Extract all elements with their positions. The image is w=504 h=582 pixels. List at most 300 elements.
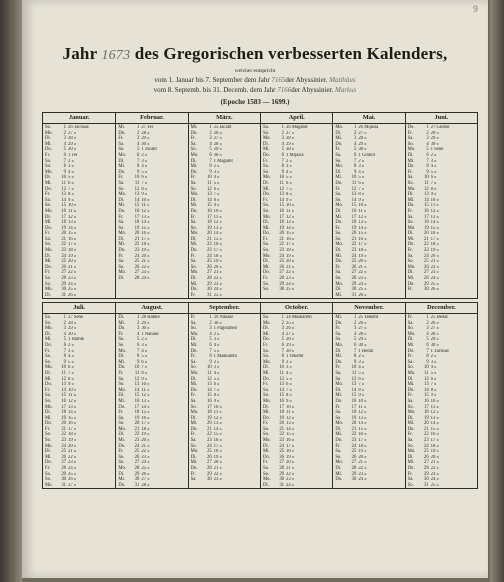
day-number: 25 [279, 259, 284, 265]
weekday: Fr. [190, 393, 196, 399]
day-number: 7 [281, 348, 284, 354]
abyssinian-date: 12 » [286, 214, 295, 220]
weekday: Di. [407, 376, 414, 382]
weekday: Sa. [263, 426, 269, 432]
day-number: 6 [281, 152, 284, 158]
day-number: 27 [423, 270, 429, 276]
abyssinian-date: 21 » [213, 466, 222, 472]
weekday: Fr. [118, 214, 124, 220]
abyssinian-date: 27 » [213, 136, 222, 142]
weekday: So. [118, 342, 125, 348]
day-number: 30 [61, 287, 66, 293]
weekday: Di. [263, 141, 269, 147]
abyssinian-date: 7 » [358, 186, 365, 192]
abyssinian-date: 18 » [430, 242, 439, 248]
weekday: Do. [45, 342, 52, 348]
abyssinian-date: 20 » [286, 259, 295, 265]
abyssinian-date: 19 » [68, 253, 77, 259]
abyssinian-date: 30 » [68, 331, 77, 337]
weekday: Sa. [190, 477, 197, 483]
weekday: So. [263, 393, 270, 399]
weekday: Fr. [263, 382, 269, 388]
weekday: Do. [335, 438, 343, 444]
day-number: 6 [63, 342, 66, 348]
abyssinian-date: 30 » [68, 147, 77, 153]
weekday: So. [118, 264, 125, 270]
day-number: 20 [351, 231, 357, 237]
abyssinian-date: 7 » [213, 387, 220, 393]
weekday: Sa. [407, 253, 414, 259]
weekday: Fr. [190, 214, 196, 220]
weekday: Sa. [118, 180, 125, 186]
day-number: 1 [426, 125, 429, 130]
day-number: 7 [353, 348, 357, 354]
weekday: Do. [407, 348, 415, 354]
month-column [43, 303, 115, 488]
day-row [189, 293, 260, 299]
abyssinian-date: 12 » [286, 415, 295, 421]
abyssinian-date: 2 » [213, 331, 220, 337]
weekday: Do. [45, 382, 52, 388]
weekday: Do. [335, 398, 343, 404]
month-header: November. [333, 303, 404, 314]
day-number: 28 [206, 276, 212, 282]
weekday: Mo. [263, 438, 271, 444]
abyssinian-date: 7 » [358, 382, 365, 388]
abyssinian-date: 8 » [286, 192, 292, 198]
weekday: Mo. [190, 331, 199, 337]
weekday: Do. [407, 426, 415, 432]
weekday: Di. [45, 253, 51, 259]
weekday: Sa. [335, 449, 342, 455]
day-number: 22 [351, 242, 357, 248]
day-number: 6 [63, 152, 66, 158]
sub2-handwritten-year: 7165 [271, 76, 286, 84]
day-number: 31 [206, 292, 212, 298]
day-number: 12 [134, 186, 140, 192]
weekday: So. [263, 471, 270, 477]
weekday: Di. [190, 454, 197, 460]
weekday: Di. [190, 376, 197, 382]
abyssinian-date: 5 » [430, 169, 437, 175]
weekday: Sa. [118, 337, 125, 343]
month-header: April. [261, 113, 332, 124]
day-number: 29 [134, 471, 140, 477]
abyssinian-date: 2 » [358, 158, 365, 164]
weekday: Di. [263, 404, 269, 410]
day-number: 27 [134, 270, 140, 276]
weekday: Fr. [45, 270, 51, 276]
abyssinian-date: 9 » [430, 393, 437, 399]
day-row [333, 477, 404, 483]
day-number: 26 [206, 264, 212, 270]
month-column [260, 303, 332, 488]
day-number: 30 [206, 287, 212, 293]
weekday: Fr. [407, 393, 413, 399]
sub3-pre: vom 8. Septemb. bis 31. Decemb. dem Jahr [153, 86, 276, 94]
weekday: So. [263, 169, 270, 175]
abyssinian-date: 4 » [358, 365, 365, 371]
weekday: Di. [335, 208, 342, 214]
day-number: 3 [136, 326, 140, 332]
abyssinian-date: 7 » [68, 186, 74, 192]
day-number: 15 [351, 203, 357, 209]
day-number: 17 [134, 214, 140, 220]
abyssinian-date: 10 » [141, 382, 150, 388]
day-number: 6 [136, 342, 140, 348]
weekday: Mo. [118, 152, 127, 158]
day-number: 17 [206, 404, 212, 410]
weekday: Mi. [263, 264, 270, 270]
day-number: 13 [279, 382, 284, 388]
weekday: Di. [407, 454, 414, 460]
day-number: 1 [353, 125, 357, 130]
weekday: Sa. [190, 220, 197, 226]
abyssinian-date: 20 » [213, 460, 222, 466]
day-number: 8 [426, 164, 429, 170]
day-number: 11 [424, 180, 429, 186]
day-number: 3 [426, 326, 429, 332]
day-number: 10 [279, 365, 284, 371]
weekday: Do. [190, 248, 198, 254]
abyssinian-date: 2 » [286, 158, 292, 164]
weekday: Di. [263, 443, 269, 449]
day-number: 5 [136, 337, 140, 343]
abyssinian-date: 4 » [286, 169, 292, 175]
abyssinian-date: 9 » [430, 192, 437, 198]
weekday: Sa. [263, 164, 269, 170]
abyssinian-date: 10 » [141, 197, 150, 203]
day-number: 11 [279, 180, 284, 186]
abyssinian-date: 21 » [358, 460, 367, 466]
abyssinian-date: 5 » [213, 348, 220, 354]
abyssinian-date: 19 » [430, 449, 439, 455]
abyssinian-date: 20 » [358, 259, 367, 265]
weekday: Mi. [263, 147, 270, 153]
abyssinian-date: 26 » [213, 130, 222, 136]
abyssinian-date: 15 » [358, 231, 367, 237]
abyssinian-date: 3 » [213, 365, 220, 371]
abyssinian-date: 26 Magabit [286, 125, 308, 130]
day-number: 11 [207, 370, 212, 376]
abyssinian-date: 23 » [286, 276, 295, 282]
day-number: 19 [206, 225, 212, 231]
day-number: 21 [423, 426, 429, 432]
abyssinian-date: 4 » [430, 365, 437, 371]
day-number: 15 [423, 203, 429, 209]
day-number: 20 [206, 421, 212, 427]
abyssinian-date: 16 » [213, 242, 222, 248]
day-row [116, 276, 187, 282]
weekday: Fr. [45, 231, 51, 237]
abyssinian-date: 11 » [286, 410, 295, 416]
weekday: Mi. [263, 186, 270, 192]
month-header: August. [116, 303, 187, 314]
day-number: 19 [61, 415, 66, 421]
weekday: Do. [190, 426, 198, 432]
weekday: Mi. [407, 382, 415, 388]
weekday: Fr. [263, 342, 269, 348]
weekday: Mo. [45, 169, 53, 175]
weekday: So. [118, 147, 125, 153]
abyssinian-date: 3 » [358, 164, 365, 170]
day-number: 23 [206, 438, 212, 444]
abyssinian-date: 6 » [213, 186, 220, 192]
day-number: 16 [423, 398, 429, 404]
day-number: 8 [353, 354, 357, 360]
abyssinian-date: 26 » [68, 477, 77, 483]
weekday: So. [407, 259, 414, 265]
weekday: Mi. [45, 376, 52, 382]
abyssinian-date: 11 » [358, 208, 367, 214]
abyssinian-date: 29 Nahase [213, 315, 234, 320]
abyssinian-date: 30 » [286, 147, 295, 153]
weekday: Mo. [263, 175, 271, 181]
weekday: Mo. [45, 443, 53, 449]
abyssinian-date: 25 » [430, 482, 439, 488]
weekday: Mi. [118, 320, 125, 326]
weekday: Sa. [263, 242, 269, 248]
abyssinian-date: 7 » [141, 365, 148, 371]
weekday: Fr. [407, 471, 413, 477]
weekday: Sa. [263, 125, 269, 130]
weekday: Do. [407, 125, 415, 130]
weekday: Mi. [190, 281, 198, 287]
day-number: 9 [281, 359, 284, 365]
day-number: 30 [423, 477, 429, 483]
day-number: 15 [423, 393, 429, 399]
day-number: 14 [351, 387, 357, 393]
day-number: 29 [351, 471, 357, 477]
weekday: Mo. [45, 404, 53, 410]
abyssinian-date: 8 » [430, 387, 437, 393]
day-number: 18 [61, 410, 66, 416]
abyssinian-date: 27 » [68, 482, 77, 488]
abyssinian-date: 23 » [358, 471, 367, 477]
abyssinian-date: 21 » [358, 264, 367, 270]
day-number: 28 [134, 466, 140, 472]
weekday: Di. [118, 315, 125, 320]
day-number: 23 [423, 248, 429, 254]
day-number: 28 [351, 276, 357, 282]
day-number: 24 [206, 253, 212, 259]
abyssinian-date: 19 » [141, 248, 150, 254]
weekday: Sa. [335, 331, 342, 337]
abyssinian-date: 2 » [430, 354, 437, 360]
weekday: So. [407, 326, 414, 332]
abyssinian-date: 9 » [286, 197, 292, 203]
abyssinian-date: 30 » [358, 147, 367, 153]
abyssinian-date: 1 Sene [430, 147, 444, 153]
abyssinian-date: 25 » [430, 281, 439, 287]
day-number: 10 [134, 365, 140, 371]
weekday: Mo. [335, 242, 344, 248]
abyssinian-date: 1 Ter [68, 152, 78, 158]
weekday: So. [335, 158, 342, 164]
day-number: 20 [206, 231, 212, 237]
weekday: Do. [190, 287, 198, 293]
weekday: Mo. [335, 203, 344, 209]
day-number: 26 [61, 454, 66, 460]
day-number: 30 [279, 287, 284, 293]
abyssinian-date: 4 » [213, 342, 220, 348]
day-number: 26 [423, 264, 429, 270]
day-number: 3 [209, 136, 212, 142]
day-number: 28 [351, 466, 357, 472]
day-number: 12 [351, 376, 357, 382]
day-number: 20 [279, 231, 284, 237]
weekday: Mo. [263, 136, 271, 142]
weekday: Mi. [190, 125, 198, 130]
weekday: Do. [118, 169, 126, 175]
abyssinian-date: 1 Pagoumen [213, 326, 237, 332]
weekday: Do. [335, 259, 343, 265]
abyssinian-date: 25 » [286, 287, 295, 293]
abyssinian-date: 28 » [68, 136, 77, 142]
weekday: Do. [190, 169, 198, 175]
abyssinian-date: 18 » [286, 248, 295, 254]
day-number: 1 [353, 315, 357, 320]
weekday: Sa. [263, 348, 269, 354]
weekday: Fr. [407, 354, 413, 360]
weekday: So. [45, 398, 52, 404]
day-number: 27 [351, 270, 357, 276]
day-number: 1 [209, 125, 212, 130]
weekday: Mo. [190, 410, 199, 416]
weekday: Mi. [45, 141, 52, 147]
day-number: 1 [209, 315, 212, 320]
day-number: 10 [351, 365, 357, 371]
weekday: So. [190, 147, 197, 153]
day-number: 8 [63, 164, 66, 170]
weekday: Mo. [190, 152, 199, 158]
weekday: Fr. [407, 248, 413, 254]
weekday: Do. [335, 141, 343, 147]
abyssinian-date: 5 » [213, 376, 220, 382]
abyssinian-date: 16 » [286, 236, 295, 242]
abyssinian-date: 6 » [68, 365, 74, 371]
weekday: Sa. [45, 393, 51, 399]
weekday: Mi. [118, 164, 125, 170]
abyssinian-date: 22 » [430, 264, 439, 270]
weekday: So. [118, 421, 125, 427]
abyssinian-date: 24 Maskarem [286, 315, 312, 320]
day-number: 14 [61, 197, 66, 203]
day-number: 15 [351, 393, 357, 399]
day-number: 16 [279, 208, 284, 214]
abyssinian-date: 19 » [68, 438, 77, 444]
weekday: Fr. [45, 348, 51, 354]
abyssinian-date: 24 » [141, 460, 150, 466]
weekday: Mi. [335, 315, 342, 320]
weekday: Sa. [118, 141, 125, 147]
weekday: Di. [118, 276, 125, 282]
weekday: Fr. [335, 225, 341, 231]
day-number: 27 [279, 460, 284, 466]
abyssinian-date: 10 » [68, 387, 77, 393]
day-number: 24 [351, 253, 357, 259]
weekday: Mi. [118, 203, 125, 209]
abyssinian-date: 28 » [68, 320, 77, 326]
weekday: Sa. [45, 471, 51, 477]
day-number: 29 [206, 281, 212, 287]
month-column [43, 113, 115, 298]
weekday: Fr. [335, 326, 341, 332]
calendar-page [22, 0, 488, 578]
abyssinian-date: 3 » [141, 342, 148, 348]
abyssinian-date: 23 » [141, 454, 150, 460]
day-number: 10 [61, 365, 66, 371]
weekday: Mo. [263, 214, 271, 220]
weekday: Di. [263, 365, 269, 371]
day-number: 26 [134, 264, 140, 270]
day-number: 8 [63, 354, 66, 360]
weekday: Mo. [45, 248, 53, 254]
day-number: 7 [209, 158, 212, 164]
day-number: 27 [351, 460, 357, 466]
weekday: Di. [45, 214, 51, 220]
day-number: 11 [61, 180, 66, 186]
abyssinian-date: 13 » [430, 415, 439, 421]
abyssinian-date: 21 » [141, 259, 150, 265]
weekday: So. [263, 354, 270, 360]
weekday: Sa. [118, 259, 125, 265]
day-number: 5 [63, 337, 66, 343]
day-number: 27 [206, 460, 212, 466]
day-number: 19 [423, 415, 429, 421]
abyssinian-date: 30 » [358, 342, 367, 348]
abyssinian-date: 21 » [213, 270, 222, 276]
weekday: Mi. [118, 477, 125, 483]
abyssinian-date: 8 » [213, 197, 220, 203]
weekday: So. [407, 482, 414, 488]
month-header: Juli. [43, 303, 115, 314]
abyssinian-date: 30 » [286, 348, 295, 354]
abyssinian-date: 2 » [286, 359, 292, 365]
abyssinian-date: 26 » [430, 320, 439, 326]
day-number: 24 [351, 443, 357, 449]
weekday: Fr. [407, 315, 413, 320]
day-number: 11 [134, 370, 140, 376]
weekday: Di. [335, 466, 342, 472]
abyssinian-date: 23 » [358, 276, 367, 282]
weekday: Fr. [190, 315, 196, 320]
weekday: Mo. [407, 225, 416, 231]
day-number: 30 [351, 287, 357, 293]
abyssinian-date: 1 Hamle [68, 337, 85, 343]
weekday: Sa. [190, 141, 197, 147]
weekday: Mo. [118, 466, 127, 472]
day-number: 20 [61, 231, 66, 237]
weekday: Fr. [190, 136, 196, 142]
abyssinian-date: 4 » [141, 348, 148, 354]
abyssinian-date: 26 » [68, 292, 77, 298]
day-number: 21 [61, 236, 66, 242]
weekday: Di. [118, 236, 125, 242]
weekday: Di. [335, 248, 342, 254]
day-number: 17 [351, 404, 357, 410]
abyssinian-date: 28 » [358, 331, 367, 337]
weekday: Di. [45, 292, 51, 298]
weekday: So. [190, 404, 197, 410]
day-number: 22 [279, 432, 284, 438]
weekday: Mo. [335, 460, 344, 466]
day-number: 2 [209, 130, 212, 136]
day-number: 25 [61, 259, 66, 265]
weekday: Mi. [407, 276, 415, 282]
weekday: Fr. [335, 404, 341, 410]
weekday: Mo. [335, 164, 344, 170]
